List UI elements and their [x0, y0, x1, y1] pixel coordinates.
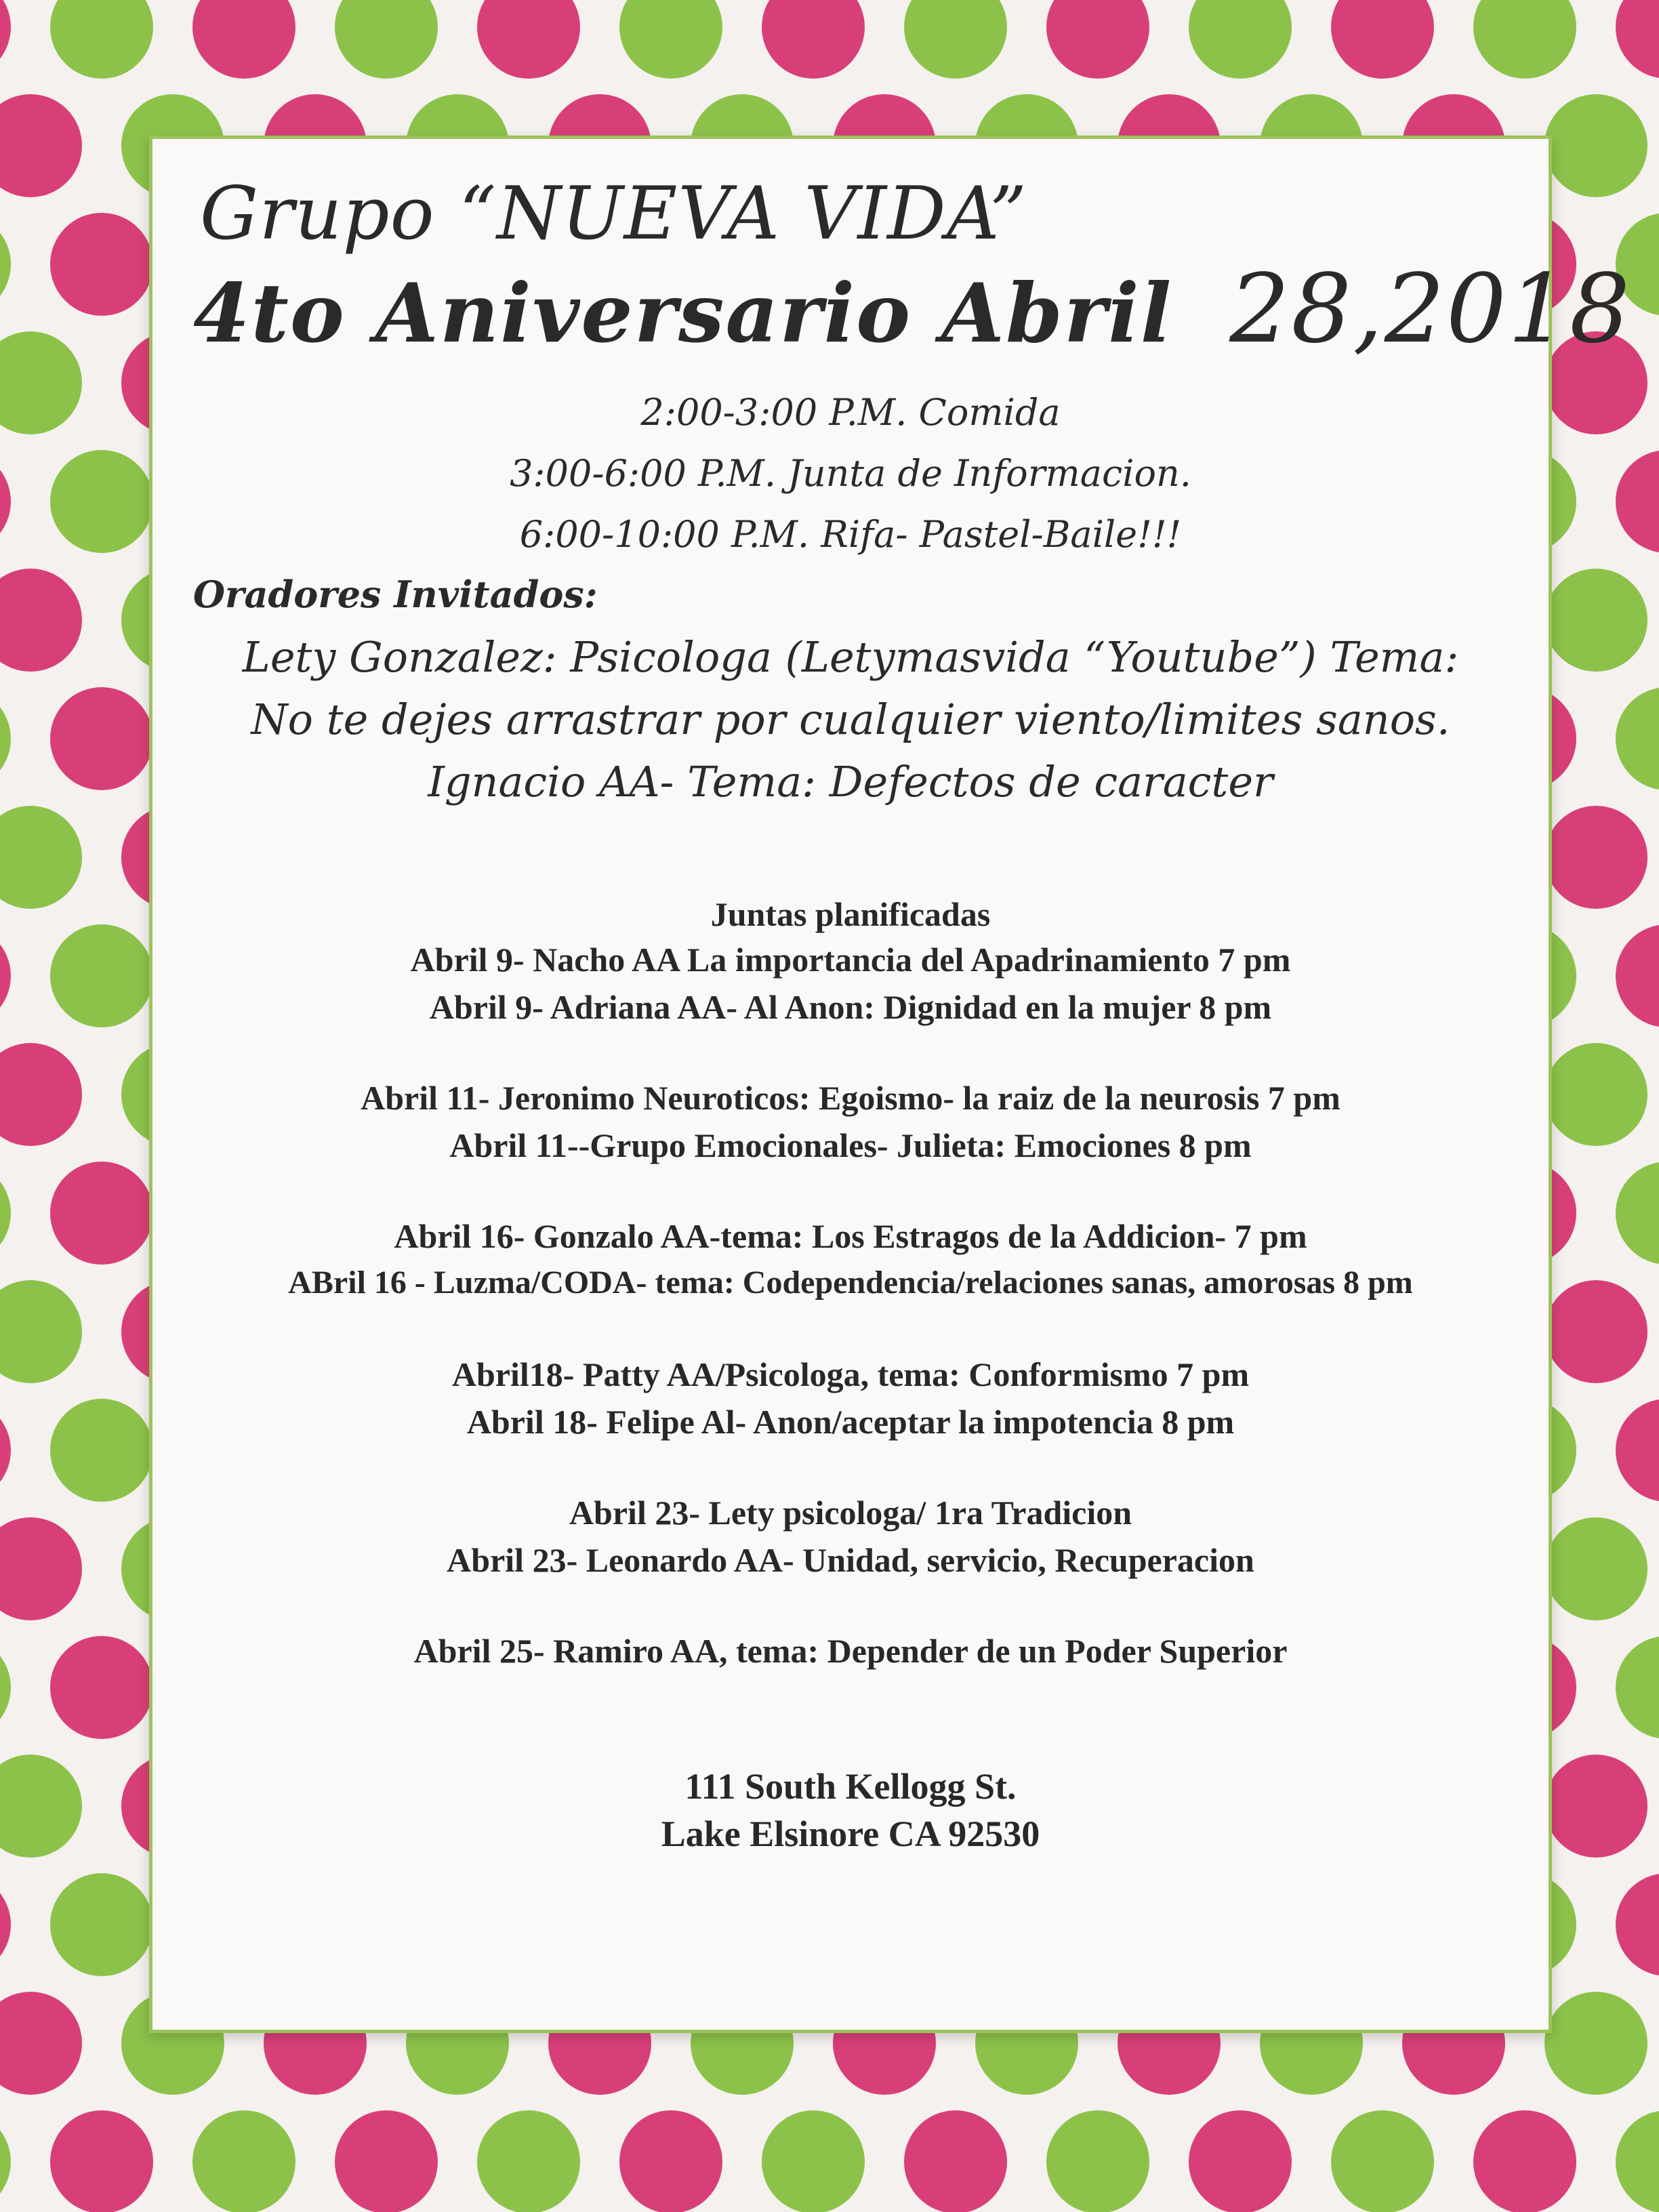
polka-dot: [1616, 2110, 1659, 2212]
meeting-item: ABril 16 - Luzma/CODA- tema: Codependencia/relaciones sanas, amorosas 8 pm: [288, 1265, 1413, 1300]
polka-dot: [192, 2110, 295, 2212]
polka-dot: [50, 1636, 153, 1739]
polka-dot: [0, 1162, 11, 1265]
polka-dot: [1544, 1755, 1647, 1858]
speaker-line: Ignacio AA- Tema: Defectos de caracter: [428, 757, 1273, 806]
meeting-item: Abril18- Patty AA/Psicologa, tema: Conformismo 7 pm: [451, 1355, 1250, 1393]
polka-dot: [1616, 1636, 1659, 1739]
polka-dot: [50, 450, 153, 553]
meeting-item: Abril 18- Felipe Al- Anon/aceptar la impotencia 8 pm: [466, 1403, 1235, 1441]
polka-dot: [1616, 924, 1659, 1027]
meeting-item: Abril 11- Jeronimo Neuroticos: Egoismo- la raiz de la neurosis 7 pm: [361, 1079, 1340, 1117]
polka-dot: [50, 0, 153, 79]
meeting-item: Abril 23- Leonardo AA- Unidad, servicio, Recuperacion: [447, 1541, 1254, 1579]
polka-dot: [1189, 0, 1292, 79]
polka-dot: [0, 0, 11, 79]
anniversary-heading: [193, 254, 1632, 365]
polka-dot: [762, 2110, 865, 2212]
polka-dot: [1331, 0, 1434, 79]
polka-dot: [50, 1162, 153, 1265]
polka-dot: [0, 1043, 82, 1146]
meeting-item: Abril 11--Grupo Emocionales- Julieta: Emociones 8 pm: [449, 1126, 1252, 1164]
speakers-heading: Oradores Invitados:: [193, 573, 598, 616]
polka-dot: [1616, 1399, 1659, 1502]
anniversary-label: 4to Aniversario Abril: [193, 266, 1173, 361]
polka-dot: [50, 687, 153, 790]
polka-dot: [0, 1873, 11, 1976]
polka-dot: [50, 1399, 153, 1502]
polka-dot: [0, 1755, 82, 1858]
polka-dot: [619, 2110, 722, 2212]
schedule-item: 3:00-6:00 P.M. Junta de Informacion.: [510, 452, 1191, 495]
polka-dot: [1544, 1517, 1647, 1620]
anniversary-date: 28,2018: [1229, 254, 1632, 365]
polka-dot: [0, 569, 82, 672]
meeting-item: Abril 16- Gonzalo AA-tema: Los Estragos de la Addicion- 7 pm: [394, 1217, 1307, 1255]
polka-dot: [0, 2110, 11, 2212]
polka-dot: [1544, 1043, 1647, 1146]
schedule-item: 6:00-10:00 P.M. Rifa- Pastel-Baile!!!: [519, 513, 1182, 556]
speaker-line: Lety Gonzalez: Psicologa (Letymasvida “Youtube”) Tema:: [242, 632, 1459, 682]
polka-dot: [1616, 687, 1659, 790]
polka-dot: [0, 1517, 82, 1620]
polka-dot: [0, 1399, 11, 1502]
meeting-item: Abril 9- Nacho AA La importancia del Apadrinamiento 7 pm: [410, 941, 1291, 979]
polka-dot: [0, 1992, 82, 2095]
flyer-sheet: [149, 136, 1632, 2033]
polka-dot: [1473, 0, 1576, 79]
polka-dot: [477, 0, 580, 79]
polka-dot: [0, 1280, 82, 1383]
flyer-title: Grupo “NUEVA VIDA”: [200, 171, 1028, 256]
polka-dot: [1544, 1992, 1647, 2095]
polka-dot: [0, 331, 82, 434]
meeting-item: Abril 25- Ramiro AA, tema: Depender de un Poder Superior: [413, 1632, 1288, 1670]
polka-dot: [0, 924, 11, 1027]
polka-dot: [1046, 0, 1149, 79]
meeting-item: Abril 23- Lety psicologa/ 1ra Tradicion: [569, 1494, 1132, 1532]
polka-dot: [1046, 2110, 1149, 2212]
polka-dot: [1189, 2110, 1292, 2212]
polka-dot: [1544, 806, 1647, 909]
polka-dot: [0, 806, 82, 909]
polka-dot: [0, 94, 82, 197]
speaker-line: No te dejes arrastrar por cualquier viento/limites sanos.: [251, 695, 1450, 744]
polka-dot: [0, 213, 11, 316]
polka-dot: [1616, 1873, 1659, 1976]
polka-dot: [1473, 2110, 1576, 2212]
schedule-item: 2:00-3:00 P.M. Comida: [640, 391, 1061, 434]
polka-dot: [477, 2110, 580, 2212]
polka-dot: [904, 0, 1007, 79]
polka-dot: [50, 2110, 153, 2212]
polka-dot: [1616, 0, 1659, 79]
polka-dot: [192, 0, 295, 79]
polka-dot: [0, 687, 11, 790]
polka-dot: [50, 213, 153, 316]
meeting-item: Abril 9- Adriana AA- Al Anon: Dignidad en la mujer 8 pm: [429, 988, 1272, 1026]
polka-dot: [335, 0, 438, 79]
address-city: Lake Elsinore CA 92530: [661, 1814, 1040, 1854]
polka-dot: [904, 2110, 1007, 2212]
polka-dot: [0, 1636, 11, 1739]
polka-dot: [1544, 569, 1647, 672]
polka-dot: [1544, 94, 1647, 197]
polka-dot: [50, 924, 153, 1027]
polka-dot: [619, 0, 722, 79]
polka-dot: [0, 450, 11, 553]
polka-dot: [1331, 2110, 1434, 2212]
polka-dot: [762, 0, 865, 79]
polka-dot: [335, 2110, 438, 2212]
address-street: 111 South Kellogg St.: [684, 1766, 1017, 1807]
polka-dot: [1616, 450, 1659, 553]
meetings-heading: Juntas planificadas: [710, 895, 991, 933]
polka-dot: [1616, 1162, 1659, 1265]
polka-dot: [50, 1873, 153, 1976]
